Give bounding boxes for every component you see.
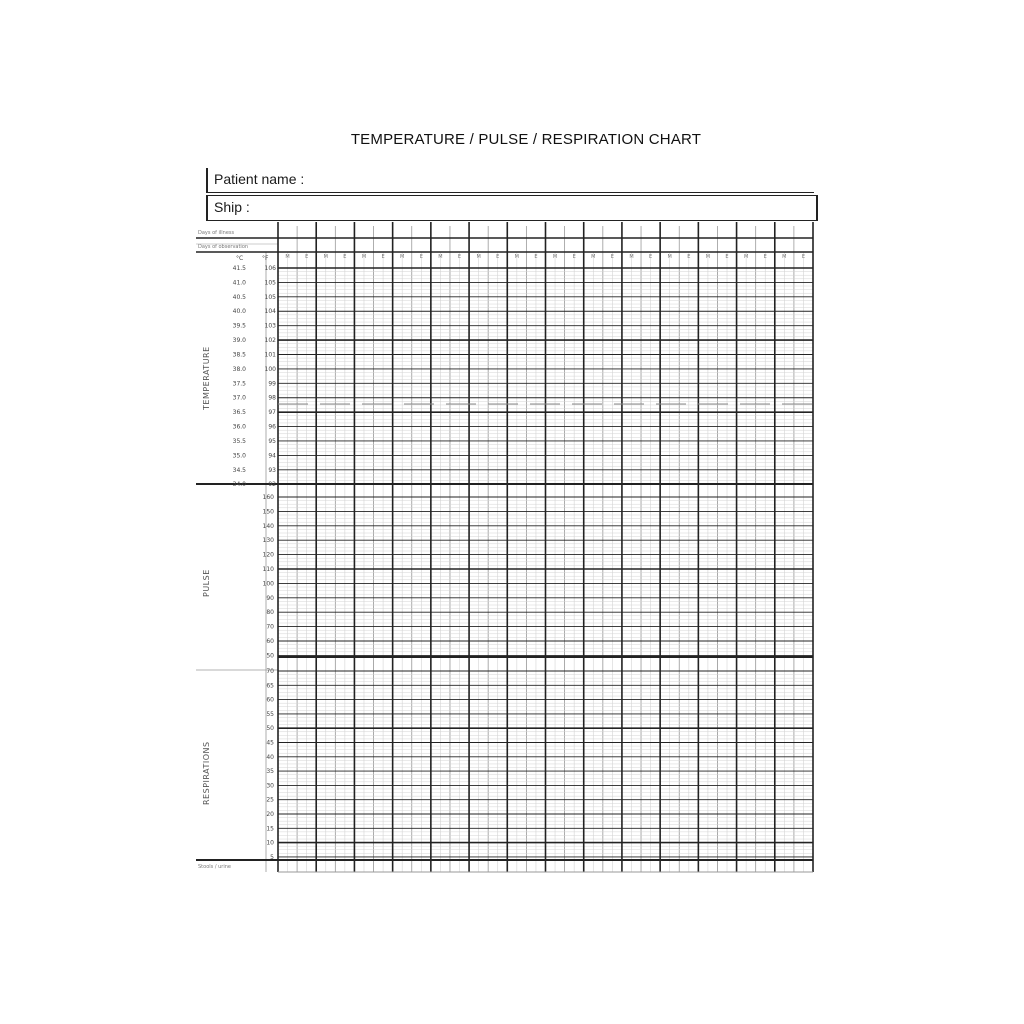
resp-label: 5 bbox=[270, 853, 274, 861]
grid-minor-lines bbox=[196, 226, 813, 872]
temp-f-label: 92 bbox=[268, 481, 276, 489]
time-label: E bbox=[534, 254, 538, 260]
temp-f-label: 102 bbox=[264, 337, 276, 345]
page-title: TEMPERATURE / PULSE / RESPIRATION CHART bbox=[350, 131, 702, 148]
temp-f-label: 103 bbox=[264, 322, 276, 330]
temp-f-label: 101 bbox=[264, 351, 276, 359]
resp-label: 20 bbox=[266, 811, 274, 818]
resp-label: 45 bbox=[266, 739, 274, 747]
ship-label: Ship : bbox=[214, 199, 250, 215]
time-label: M bbox=[705, 254, 711, 260]
temp-f-label: 98 bbox=[268, 394, 276, 402]
temp-c-label: 38.5 bbox=[232, 351, 246, 359]
time-label: M bbox=[591, 254, 596, 260]
section-pulse: PULSE bbox=[202, 569, 211, 597]
temp-f-label: 97 bbox=[268, 409, 276, 417]
section-respirations: RESPIRATIONS bbox=[202, 741, 211, 805]
pulse-label: 140 bbox=[262, 522, 274, 530]
time-label: E bbox=[649, 254, 653, 260]
temp-c-label: 35.5 bbox=[232, 437, 246, 445]
temp-f-label: 99 bbox=[268, 380, 276, 388]
temp-c-label: 36.5 bbox=[232, 409, 246, 417]
time-label: E bbox=[572, 254, 576, 260]
resp-label: 35 bbox=[266, 768, 274, 776]
temp-c-label: 35.0 bbox=[232, 452, 246, 460]
time-label: E bbox=[343, 254, 347, 260]
time-label: M bbox=[438, 254, 443, 260]
time-label: E bbox=[725, 254, 729, 260]
resp-label: 15 bbox=[266, 825, 274, 833]
pulse-label: 50 bbox=[266, 652, 274, 660]
fahrenheit-unit: °F bbox=[262, 255, 269, 262]
pulse-label: 120 bbox=[262, 551, 274, 559]
temp-f-label: 105 bbox=[264, 279, 276, 287]
patient-name-label: Patient name : bbox=[214, 171, 305, 187]
time-label: M bbox=[629, 254, 634, 260]
time-label: M bbox=[552, 254, 558, 260]
temp-c-label: 40.5 bbox=[232, 293, 246, 301]
resp-label: 40 bbox=[266, 753, 274, 761]
time-label: E bbox=[763, 254, 767, 260]
temp-f-label: 106 bbox=[264, 265, 276, 272]
header-row-days-illness: Days of illness bbox=[198, 230, 235, 236]
resp-label: 55 bbox=[266, 710, 274, 718]
resp-label: 25 bbox=[266, 796, 274, 804]
celsius-unit: °C bbox=[236, 255, 244, 262]
resp-label: 60 bbox=[266, 696, 274, 704]
time-label: M bbox=[743, 254, 749, 260]
time-label: M bbox=[514, 254, 520, 260]
resp-label: 50 bbox=[266, 725, 274, 733]
time-label: M bbox=[285, 254, 290, 260]
resp-label: 65 bbox=[266, 682, 274, 690]
pulse-label: 70 bbox=[266, 623, 274, 631]
temp-c-label: 37.5 bbox=[232, 380, 246, 388]
pulse-label: 90 bbox=[266, 594, 274, 602]
time-label: E bbox=[687, 254, 691, 260]
pulse-label: 130 bbox=[262, 537, 274, 545]
time-label: E bbox=[610, 254, 614, 260]
time-label: E bbox=[457, 254, 462, 260]
time-label: M bbox=[782, 254, 787, 260]
time-label: M bbox=[361, 254, 367, 260]
time-label: E bbox=[496, 254, 500, 260]
temp-f-label: 95 bbox=[268, 437, 276, 445]
temp-c-label: 37.0 bbox=[232, 394, 246, 402]
pulse-label: 80 bbox=[266, 609, 274, 617]
time-label: E bbox=[419, 254, 423, 260]
section-temperature: TEMPERATURE bbox=[202, 346, 211, 410]
time-label: E bbox=[801, 254, 806, 260]
temp-c-label: 41.5 bbox=[232, 265, 246, 272]
temp-c-label: 40.0 bbox=[232, 308, 246, 316]
temp-c-label: 34.0 bbox=[232, 481, 246, 489]
time-label: E bbox=[381, 254, 385, 260]
pulse-label: 150 bbox=[262, 508, 274, 516]
temp-f-label: 96 bbox=[268, 423, 276, 431]
time-label: M bbox=[323, 254, 328, 260]
resp-label: 30 bbox=[266, 782, 274, 790]
pulse-label: 100 bbox=[262, 580, 274, 588]
temp-c-label: 34.5 bbox=[232, 466, 246, 474]
temp-c-label: 38.0 bbox=[232, 365, 246, 373]
temp-f-label: 93 bbox=[268, 466, 276, 474]
temp-c-label: 39.0 bbox=[232, 337, 246, 345]
time-label: M bbox=[476, 254, 481, 260]
resp-label: 10 bbox=[266, 839, 274, 847]
temp-f-label: 104 bbox=[264, 308, 276, 316]
temp-c-label: 39.5 bbox=[232, 322, 246, 330]
footer-stools-urine: Stools / urine bbox=[198, 864, 231, 870]
pulse-label: 160 bbox=[262, 494, 274, 501]
temp-f-label: 100 bbox=[264, 365, 276, 373]
pulse-label: 110 bbox=[262, 566, 274, 573]
time-label: E bbox=[305, 254, 309, 260]
time-label: M bbox=[667, 254, 672, 260]
temp-f-label: 94 bbox=[268, 452, 276, 460]
temp-c-label: 36.0 bbox=[232, 423, 246, 431]
header-row-days-observation: Days of observation bbox=[198, 244, 249, 250]
scale-labels bbox=[233, 265, 277, 861]
temp-c-label: 41.0 bbox=[232, 279, 246, 287]
time-label: M bbox=[400, 254, 405, 260]
temp-f-label: 105 bbox=[264, 293, 276, 301]
resp-label: 70 bbox=[266, 668, 274, 675]
pulse-label: 60 bbox=[266, 638, 274, 645]
